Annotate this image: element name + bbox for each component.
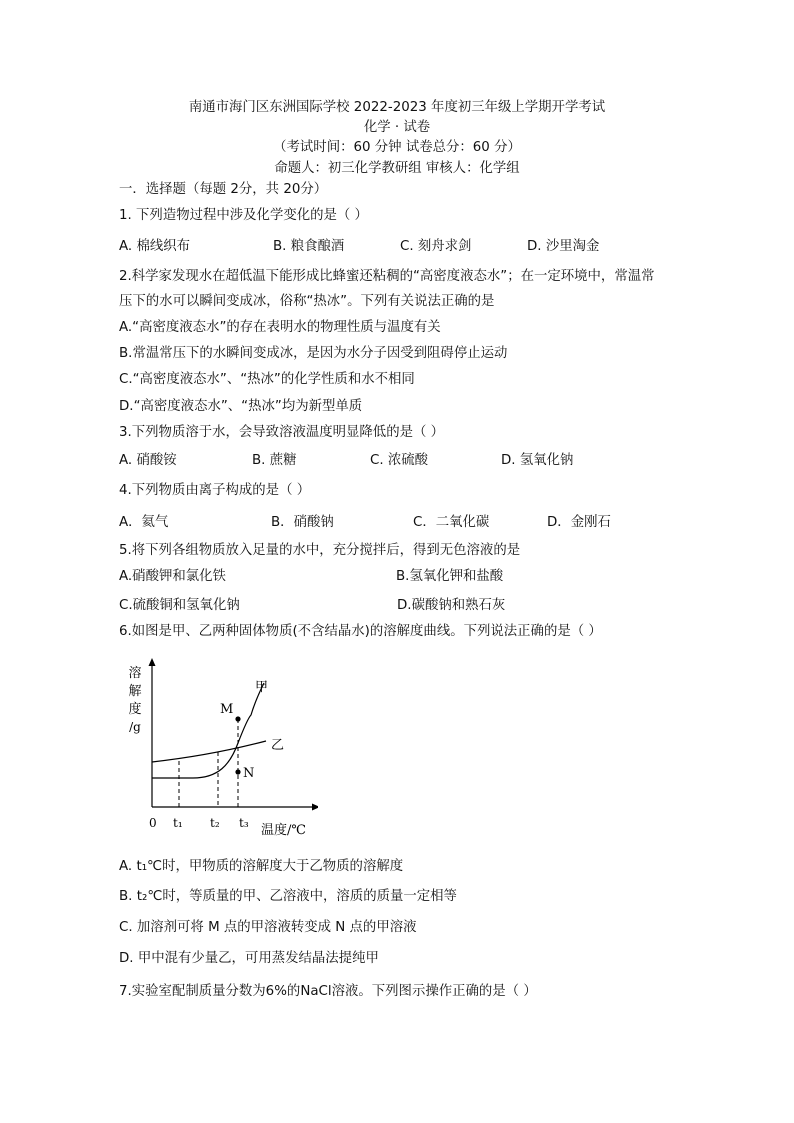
- q2-option-b: B.常温常压下的水瞬间变成冰，是因为水分子因受到阻碍停止运动: [119, 346, 508, 361]
- curve-yi: [152, 741, 266, 762]
- q3-option-d: D. 氢氧化钠: [501, 453, 574, 468]
- point-n-label: N: [243, 766, 255, 781]
- q4-option-c: C．二氧化碳: [413, 515, 490, 530]
- q7-stem: 7.实验室配制质量分数为6%的NaCl溶液。下列图示操作正确的是（ ）: [119, 984, 537, 999]
- y-label-char-3: 度: [128, 702, 142, 717]
- q2-stem-line1: 2.科学家发现水在超低温下能形成比蜂蜜还粘稠的“高密度液态水”；在一定环境中，常温常: [119, 269, 655, 284]
- y-axis-arrow: [149, 658, 156, 666]
- q2-stem-line2: 压下的水可以瞬间变成冰，俗称“热冰”。下列有关说法正确的是: [119, 294, 495, 309]
- section-title: 一．选择题（每题 2分，共 20分）: [119, 182, 328, 197]
- q1-stem: 1. 下列造物过程中涉及化学变化的是（ ）: [119, 208, 368, 223]
- q6-option-b: B. t₂℃时，等质量的甲、乙溶液中，溶质的质量一定相等: [119, 889, 457, 904]
- q4-option-b: B．硝酸钠: [271, 515, 334, 530]
- q3-option-b: B. 蔗糖: [252, 453, 297, 468]
- point-n: [235, 769, 240, 774]
- q4-option-d: D．金刚石: [547, 515, 611, 530]
- point-m-label: M: [220, 702, 234, 717]
- tick-t1: t₁: [173, 816, 183, 830]
- q2-option-d: D.“高密度液态水”、“热冰”均为新型单质: [119, 399, 363, 414]
- q3-option-c: C. 浓硫酸: [370, 453, 429, 468]
- q1-option-b: B. 粮食酿酒: [273, 239, 345, 254]
- q4-option-a: A．氦气: [119, 515, 169, 530]
- q2-option-c: C.“高密度液态水”、“热冰”的化学性质和水不相同: [119, 372, 415, 387]
- q6-stem: 6.如图是甲、乙两种固体物质(不含结晶水)的溶解度曲线。下列说法正确的是（ ）: [119, 624, 602, 639]
- origin-label: 0: [149, 816, 157, 830]
- tick-t2: t₂: [210, 816, 220, 830]
- y-label-unit: /g: [129, 720, 141, 734]
- q1-option-d: D. 沙里淘金: [527, 239, 600, 254]
- q3-stem: 3.下列物质溶于水，会导致溶液温度明显降低的是（ ）: [119, 425, 445, 440]
- q4-stem: 4.下列物质由离子构成的是（ ）: [119, 483, 311, 498]
- q6-option-d: D. 甲中混有少量乙，可用蒸发结晶法提纯甲: [119, 951, 379, 966]
- q5-option-a: A.硝酸钾和氯化铁: [119, 569, 226, 584]
- q3-option-a: A. 硝酸铵: [119, 453, 177, 468]
- q5-option-c: C.硫酸铜和氢氧化钠: [119, 598, 240, 613]
- q5-option-d: D.碳酸钠和熟石灰: [397, 598, 506, 613]
- authors-line: 命题人：初三化学教研组 审核人：化学组: [274, 161, 520, 176]
- curve-yi-label: 乙: [271, 738, 285, 753]
- q1-option-a: A. 棉线织布: [119, 239, 190, 254]
- y-label-char-1: 溶: [128, 666, 142, 681]
- tick-t3: t₃: [239, 816, 249, 830]
- y-label-char-2: 解: [128, 684, 142, 699]
- q5-option-b: B.氢氧化钾和盐酸: [396, 569, 504, 584]
- exam-info: （考试时间：60 分钟 试卷总分：60 分）: [273, 140, 521, 155]
- curve-jia-label: 甲: [255, 680, 269, 695]
- q5-stem: 5.将下列各组物质放入足量的水中，充分搅拌后，得到无色溶液的是: [119, 543, 521, 558]
- curve-jia: [152, 683, 264, 778]
- x-axis-label: 温度/℃: [261, 823, 306, 838]
- q6-option-a: A. t₁℃时，甲物质的溶解度大于乙物质的溶解度: [119, 859, 404, 874]
- exam-title: 南通市海门区东洲国际学校 2022-2023 年度初三年级上学期开学考试: [188, 100, 606, 115]
- point-m: [235, 716, 240, 721]
- q6-option-c: C. 加溶剂可将 M 点的甲溶液转变成 N 点的甲溶液: [119, 920, 417, 935]
- subject-title: 化学 · 试卷: [363, 120, 431, 135]
- solubility-diagram: [118, 655, 318, 840]
- q1-option-c: C. 刻舟求剑: [400, 239, 472, 254]
- q2-option-a: A.“高密度液态水”的存在表明水的物理性质与温度有关: [119, 320, 441, 335]
- x-axis-arrow: [312, 804, 318, 811]
